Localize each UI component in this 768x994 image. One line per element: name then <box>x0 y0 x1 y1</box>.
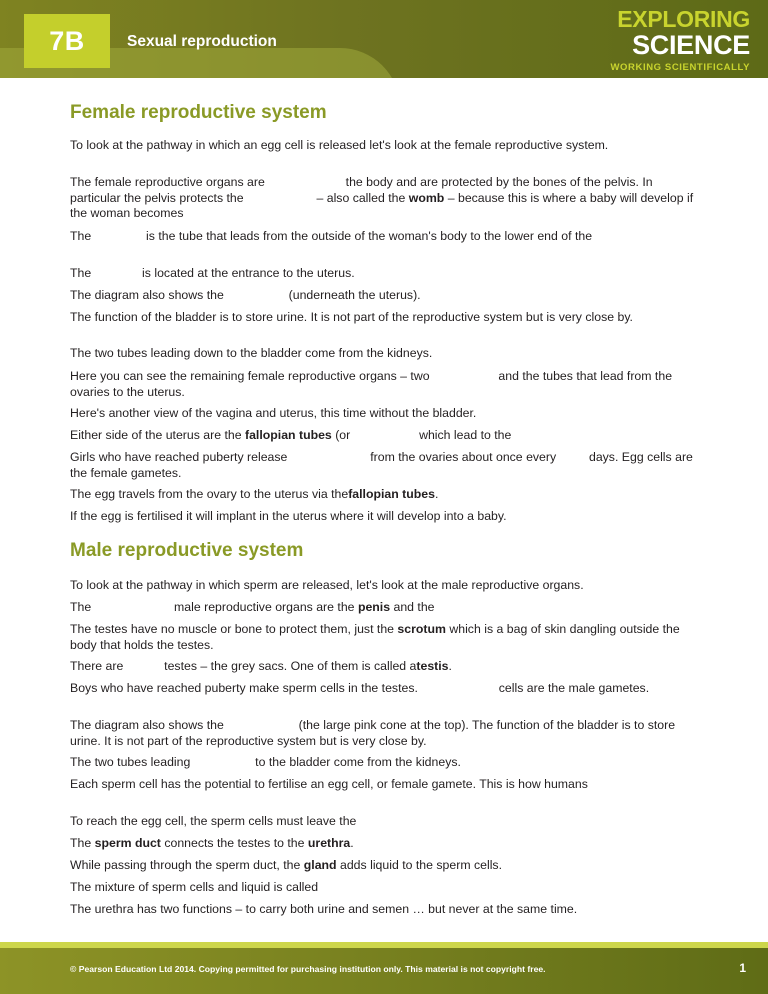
text-run: The two tubes leading <box>70 755 191 769</box>
keyword-womb: womb <box>408 190 445 205</box>
text-run: The diagram also shows the <box>70 288 224 302</box>
page-title: Sexual reproduction <box>127 33 277 50</box>
text-run: Either side of the uterus are the <box>70 428 242 442</box>
text-run: The <box>70 229 92 243</box>
text-run: and the <box>393 600 435 614</box>
text-run: The <box>70 836 92 850</box>
text-run: The two tubes leading down to the bladder come from the kidneys. <box>70 346 433 360</box>
paragraph-male-5 <box>70 681 696 697</box>
footer-accent-bar <box>0 942 768 948</box>
text-run: cells are the male gametes. <box>498 681 650 695</box>
keyword-penis: penis <box>357 600 391 614</box>
text-run: Here's another view of the vagina and uterus, this time without the bladder. <box>70 406 477 420</box>
paragraph-male-8 <box>70 777 696 793</box>
page-header <box>0 0 768 78</box>
text-run: To look at the pathway in which an egg cell is released let's look at the female reproductive system. <box>70 138 609 152</box>
paragraph-female-1 <box>70 138 696 154</box>
keyword-gland: gland <box>303 858 337 872</box>
paragraph-male-4 <box>70 659 696 675</box>
text-run: Here you can see the remaining female reproductive organs – two <box>70 369 430 383</box>
text-run: Boys who have reached puberty make sperm cells in the testes. <box>70 681 418 695</box>
paragraph-female-12 <box>70 487 696 503</box>
text-run: and the tubes that lead from the ovaries to the uterus. <box>70 369 673 399</box>
page-content <box>0 78 768 948</box>
text-run: the body and are protected by the bones of the pelvis. In particular the pelvis protects the <box>70 175 653 205</box>
text-run: If the egg is fertilised it will implant in the uterus where it will develop into a baby. <box>70 509 507 523</box>
paragraph-female-13 <box>70 509 696 525</box>
text-run: testes – the grey sacs. One of them is called a <box>164 659 417 673</box>
text-run: The egg travels from the ovary to the uterus via the <box>70 487 349 501</box>
section-heading-female: Female reproductive system <box>70 102 327 123</box>
keyword-scrotum: scrotum <box>397 622 446 636</box>
paragraph-male-1 <box>70 578 696 594</box>
paragraph-female-10 <box>70 428 696 444</box>
text-run: The mixture of sperm cells and liquid is called <box>70 880 319 894</box>
paragraph-male-7 <box>70 755 696 771</box>
text-run: The female reproductive organs are <box>70 175 265 189</box>
paragraph-male-2 <box>70 600 696 616</box>
paragraph-male-13 <box>70 902 696 918</box>
text-run: To look at the pathway in which sperm are released, let's look at the male reproductive organs. <box>70 578 584 592</box>
text-run: Girls who have reached puberty release <box>70 450 288 464</box>
text-run: . <box>350 836 354 850</box>
section-heading-male: Male reproductive system <box>70 540 304 561</box>
text-run: The <box>70 600 92 614</box>
paragraph-female-3 <box>70 229 696 245</box>
paragraph-female-5 <box>70 288 696 304</box>
text-run: connects the testes to the <box>164 836 305 850</box>
text-run: which is a bag of skin dangling outside the body that holds the testes. <box>70 622 680 652</box>
logo-line-tagline: WORKING SCIENTIFICALLY <box>610 62 750 73</box>
paragraph-female-9 <box>70 406 696 422</box>
unit-code-label: 7B <box>49 25 85 56</box>
text-run: Each sperm cell has the potential to fertilise an egg cell, or female gamete. This is how humans <box>70 777 588 791</box>
logo-line-exploring: EXPLORING <box>617 6 750 32</box>
keyword-fallopian-tubes: fallopian tubes <box>245 428 332 442</box>
keyword-fallopian-tubes: fallopian tubes <box>348 487 435 501</box>
text-run: There are <box>70 659 124 673</box>
paragraph-male-10 <box>70 836 696 852</box>
text-run: The urethra has two functions – to carry both urine and semen … but never at the same time. <box>70 902 578 916</box>
keyword-sperm-duct: sperm duct <box>94 836 161 850</box>
paragraph-female-7 <box>70 346 696 362</box>
brand-logo <box>610 8 750 73</box>
unit-code-badge <box>24 14 110 68</box>
keyword-testis: testis <box>416 659 449 673</box>
text-run: days. Egg cells are the female gametes. <box>70 450 693 480</box>
text-run: which lead to the <box>419 428 512 442</box>
text-run: is located at the entrance to the uterus. <box>142 266 355 280</box>
paragraph-female-11 <box>70 450 696 481</box>
text-run: While passing through the sperm duct, the <box>70 858 301 872</box>
text-run: is the tube that leads from the outside of the woman's body to the lower end of the <box>146 229 593 243</box>
text-run: – also called the <box>316 190 406 205</box>
text-run: The diagram also shows the <box>70 718 224 732</box>
text-run: (or <box>335 428 351 442</box>
paragraph-female-8 <box>70 369 696 400</box>
paragraph-female-4 <box>70 266 696 282</box>
text-run: The function of the bladder is to store urine. It is not part of the reproductive system but is very close by. <box>70 310 633 324</box>
text-run: – because this is where a baby will develop if the woman becomes <box>70 190 694 220</box>
text-run: The <box>70 266 92 280</box>
page-number: 1 <box>739 961 746 975</box>
text-run: male reproductive organs are the <box>174 600 355 614</box>
text-run: . <box>434 487 439 501</box>
logo-line-science: SCIENCE <box>632 30 750 60</box>
text-run: To reach the egg cell, the sperm cells must leave the <box>70 814 357 828</box>
page-footer <box>0 948 768 994</box>
paragraph-male-9 <box>70 814 696 830</box>
copyright-text: © Pearson Education Ltd 2014. Copying permitted for purchasing institution only. This material is not copyright free. <box>70 964 546 974</box>
paragraph-male-3 <box>70 622 696 653</box>
paragraph-female-6 <box>70 310 696 326</box>
text-run: The testes have no muscle or bone to protect them, just the <box>70 622 394 636</box>
paragraph-male-6 <box>70 718 696 749</box>
text-run: to the bladder come from the kidneys. <box>255 755 461 769</box>
text-run: . <box>448 659 452 673</box>
text-run: adds liquid to the sperm cells. <box>340 858 502 872</box>
paragraph-male-11 <box>70 858 696 874</box>
paragraph-male-12 <box>70 880 696 896</box>
text-run: from the ovaries about once every <box>370 450 557 464</box>
text-run: (the large pink cone at the top). The function of the bladder is to store urine. It is not part of the reproductive system but is very close by. <box>70 718 676 748</box>
paragraph-female-2 <box>70 175 696 222</box>
text-run: (underneath the uterus). <box>288 288 421 302</box>
keyword-urethra: urethra <box>307 836 351 850</box>
